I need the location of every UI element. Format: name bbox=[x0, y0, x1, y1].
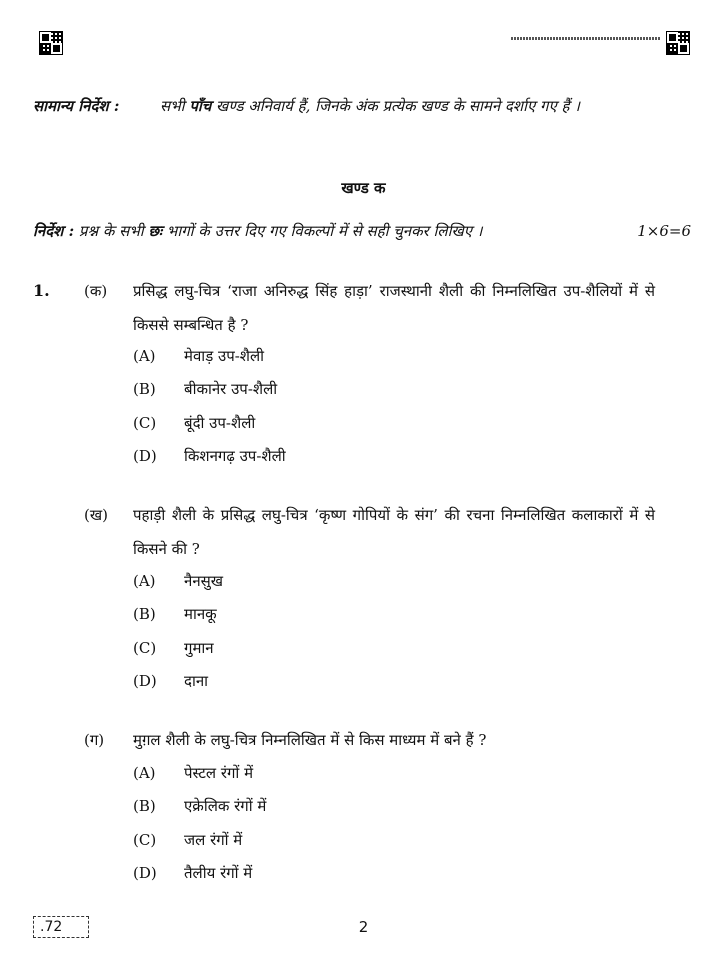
option-label: (B) bbox=[133, 380, 156, 398]
qr-code-icon bbox=[39, 31, 63, 55]
part-text: मुग़ल शैली के लघु-चित्र निम्नलिखित में से किस माध्यम में बने हैं ? bbox=[133, 731, 487, 749]
option-label: (D) bbox=[133, 864, 157, 882]
general-instruction-label: सामान्य निर्देश : bbox=[33, 97, 120, 115]
section-instruction bbox=[33, 221, 482, 241]
section-marks: 1×6=6 bbox=[637, 222, 691, 240]
option-label: (D) bbox=[133, 672, 157, 690]
question-number: 1. bbox=[33, 281, 50, 300]
part-text: पहाड़ी शैली के प्रसिद्ध लघु-चित्र ‘कृष्ण गोपियों के संग’ की रचना निम्नलिखित कलाकारों में से किसने की ? bbox=[133, 506, 655, 558]
option-label: (C) bbox=[133, 414, 157, 432]
part-label: (ख) bbox=[84, 506, 108, 524]
barcode-strip bbox=[511, 37, 661, 40]
option-text: बूंदी उप-शैली bbox=[184, 414, 256, 432]
option-label: (C) bbox=[133, 639, 157, 657]
option-label: (A) bbox=[133, 347, 156, 365]
option-text: तैलीय रंगों में bbox=[184, 864, 253, 882]
section-instruction-label: निर्देश : bbox=[33, 222, 75, 240]
section-title: खण्ड क bbox=[341, 179, 386, 197]
option-label: (C) bbox=[133, 831, 157, 849]
option-label: (A) bbox=[133, 572, 156, 590]
general-instruction-text bbox=[160, 96, 580, 116]
general-instruction-bold: पाँच bbox=[189, 97, 212, 115]
option-text: पेस्टल रंगों में bbox=[184, 764, 254, 782]
section-instruction-bold: छः bbox=[148, 222, 162, 240]
option-text: मेवाड़ उप-शैली bbox=[184, 347, 265, 365]
option-text: एक्रेलिक रंगों में bbox=[184, 797, 267, 815]
option-text: नैनसुख bbox=[184, 572, 224, 590]
option-text: मानकू bbox=[184, 605, 217, 623]
section-instruction-post: भागों के उत्तर दिए गए विकल्पों में से सही चुनकर लिखिए । bbox=[162, 222, 483, 240]
option-text: दाना bbox=[184, 672, 209, 690]
option-text: गुमान bbox=[184, 639, 214, 657]
qr-code-icon bbox=[666, 31, 690, 55]
option-label: (B) bbox=[133, 797, 156, 815]
option-label: (B) bbox=[133, 605, 156, 623]
option-text: जल रंगों में bbox=[184, 831, 243, 849]
paper-code: .72 bbox=[33, 916, 89, 938]
option-label: (D) bbox=[133, 447, 157, 465]
option-text: किशनगढ़ उप-शैली bbox=[184, 447, 286, 465]
part-text: प्रसिद्ध लघु-चित्र ‘राजा अनिरुद्ध सिंह हाड़ा’ राजस्थानी शैली की निम्नलिखित उप-शैलियों में से किससे सम्बन्धित है ? bbox=[133, 282, 655, 334]
section-instruction-pre: प्रश्न के सभी bbox=[74, 222, 149, 240]
page-number: 2 bbox=[358, 918, 369, 936]
option-text: बीकानेर उप-शैली bbox=[184, 380, 278, 398]
general-instruction-post: खण्ड अनिवार्य हैं, जिनके अंक प्रत्येक खण्ड के सामने दर्शाए गए हैं । bbox=[211, 97, 580, 115]
part-label: (ग) bbox=[84, 731, 105, 749]
part-label: (क) bbox=[84, 282, 108, 300]
option-label: (A) bbox=[133, 764, 156, 782]
general-instruction-pre: सभी bbox=[160, 97, 190, 115]
